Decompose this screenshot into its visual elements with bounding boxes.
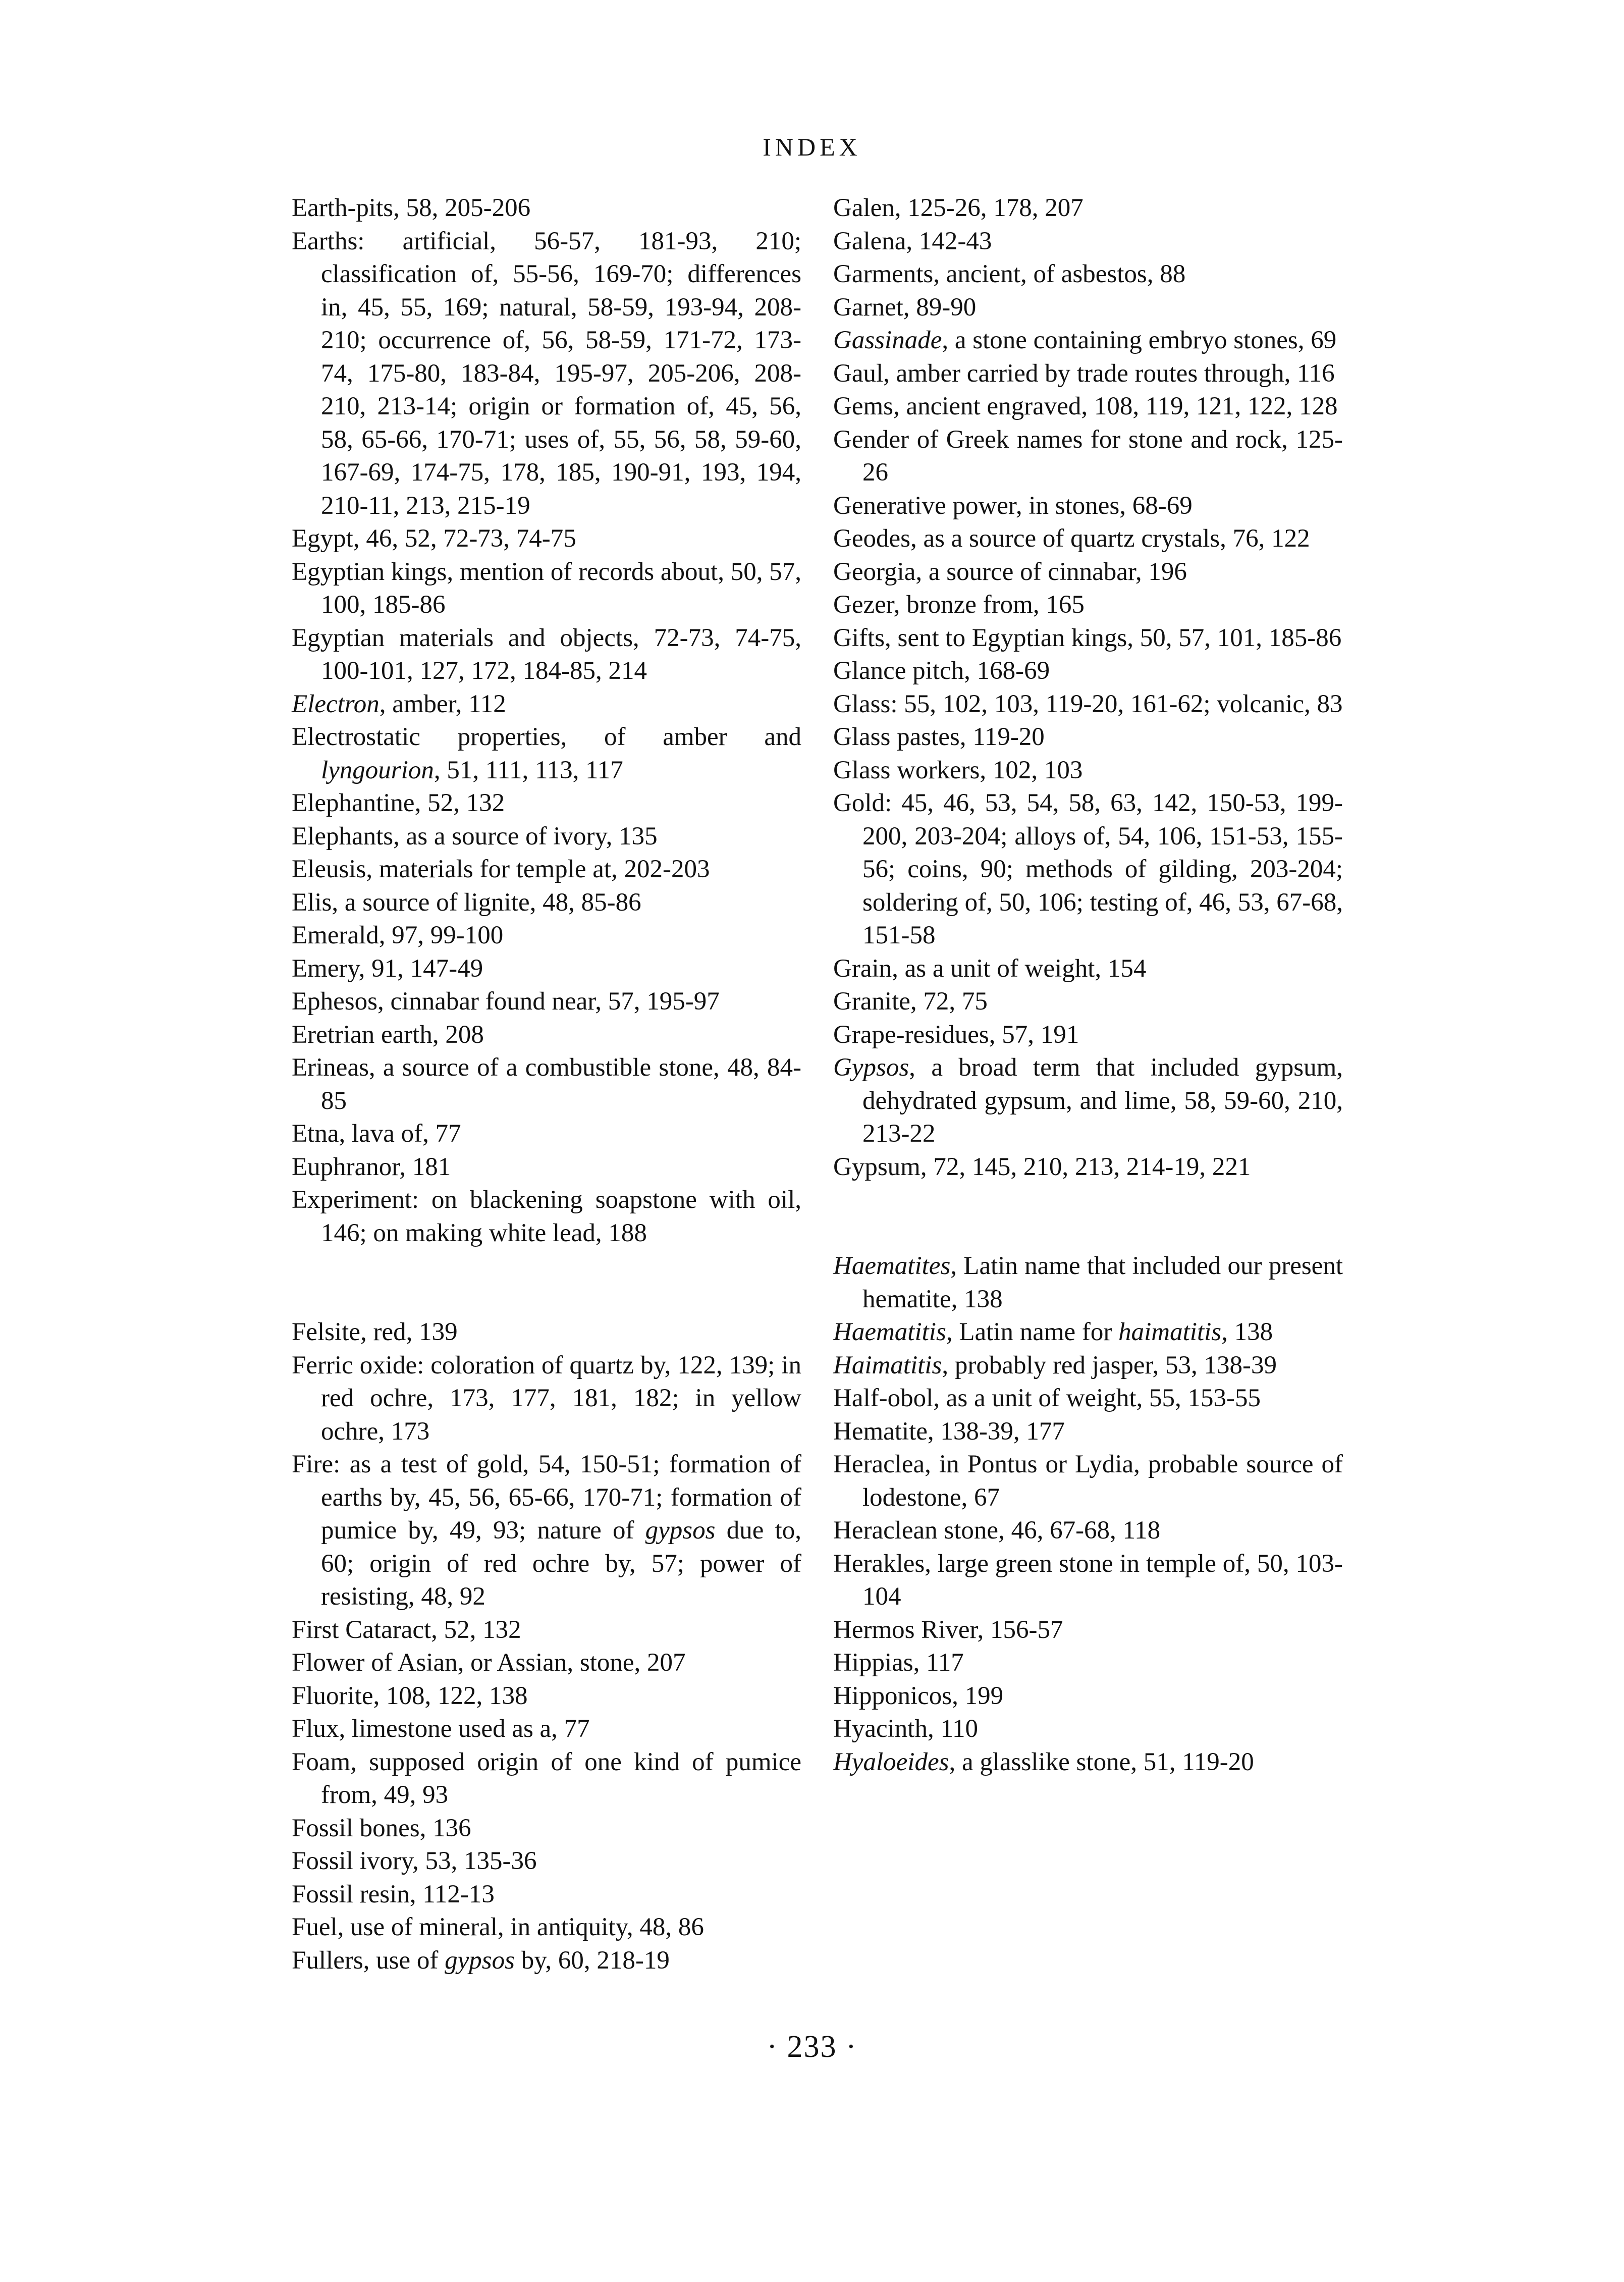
index-entry: Foam, supposed origin of one kind of pumice from, 49, 93 <box>292 1747 801 1809</box>
index-entry: Half-obol, as a unit of weight, 55, 153-55 <box>833 1384 1261 1412</box>
index-entry: Galena, 142-43 <box>833 227 992 255</box>
page-header: INDEX <box>763 133 861 161</box>
index-entry: Hermos River, 156-57 <box>833 1615 1063 1644</box>
index-entry: Erineas, a source of a combustible stone, 48, 84-85 <box>292 1053 801 1115</box>
index-entry: Gezer, bronze from, 165 <box>833 591 1085 619</box>
index-entry: Haematites, Latin name that included our present hematite, 138 <box>833 1252 1343 1313</box>
index-entry: Egyptian kings, mention of records about, 50, 57, 100, 185-86 <box>292 557 801 619</box>
section-gap <box>833 1184 1343 1250</box>
index-entry: Egypt, 46, 52, 72-73, 74-75 <box>292 524 576 553</box>
index-entry: Fluorite, 108, 122, 138 <box>292 1681 528 1710</box>
index-entry: Hyacinth, 110 <box>833 1715 979 1743</box>
index-entry: Granite, 72, 75 <box>833 987 988 1016</box>
index-entry: Eleusis, materials for temple at, 202-203 <box>292 855 710 883</box>
index-entry: Fullers, use of gypsos by, 60, 218-19 <box>292 1946 670 1975</box>
index-entry: Elephantine, 52, 132 <box>292 789 505 817</box>
index-entry: Glance pitch, 168-69 <box>833 657 1050 685</box>
index-entry: Electron, amber, 112 <box>292 689 506 718</box>
index-entry: Grain, as a unit of weight, 154 <box>833 954 1147 983</box>
index-entry: Galen, 125-26, 178, 207 <box>833 194 1084 222</box>
index-entry: Elis, a source of lignite, 48, 85-86 <box>292 888 641 917</box>
index-column-right <box>833 192 1343 1779</box>
index-entry: Glass: 55, 102, 103, 119-20, 161-62; volcanic, 83 <box>833 689 1343 718</box>
index-entry: Gems, ancient engraved, 108, 119, 121, 122, 128 <box>833 392 1338 420</box>
index-entry: Geodes, as a source of quartz crystals, 76, 122 <box>833 524 1310 553</box>
index-entry: Eretrian earth, 208 <box>292 1020 484 1049</box>
index-entry: Earths: artificial, 56-57, 181-93, 210; classification of, 55-56, 169-70; differences in, 45, 55, 169; natural, 58-59, 193-94, 208-210; occurrence of, 56, 58-59, 171-72, 173-74, 175-80, 183-84, 195-97, 205-206, 208-210, 213-14; origin or formation of, 45, 56, 58, 65-66, 170-71; uses of, 55, 56, 58, 59-60, 167-69, 174-75, 178, 185, 190-91, 193, 194, 210-11, 213, 215-19 <box>292 227 801 520</box>
index-entry: Fossil ivory, 53, 135-36 <box>292 1847 537 1875</box>
index-entry: Elephants, as a source of ivory, 135 <box>292 822 658 851</box>
index-entry: Grape-residues, 57, 191 <box>833 1020 1079 1049</box>
index-entry: Hyaloeides, a glasslike stone, 51, 119-20 <box>833 1747 1254 1776</box>
index-entry: Flower of Asian, or Assian, stone, 207 <box>292 1649 686 1677</box>
index-entry: Gaul, amber carried by trade routes through, 116 <box>833 359 1335 388</box>
index-entry: Experiment: on blackening soapstone with oil, 146; on making white lead, 188 <box>292 1186 801 1247</box>
index-entry: Flux, limestone used as a, 77 <box>292 1715 590 1743</box>
index-entry: Gold: 45, 46, 53, 54, 58, 63, 142, 150-53, 199-200, 203-204; alloys of, 54, 106, 151-53, 155-56; coins, 90; methods of gilding, 203-204; soldering of, 50, 106; testing of, 46, 53, 67-68, 151-58 <box>833 789 1343 949</box>
index-entry: Glass pastes, 119-20 <box>833 723 1045 751</box>
index-entry: Emery, 91, 147-49 <box>292 954 483 983</box>
index-entry: Hippias, 117 <box>833 1649 964 1677</box>
index-entry: Fossil resin, 112-13 <box>292 1880 495 1908</box>
index-entry: Herakles, large green stone in temple of, 50, 103-104 <box>833 1549 1343 1611</box>
index-entry: Haimatitis, probably red jasper, 53, 138-39 <box>833 1351 1277 1379</box>
index-entry: Fossil bones, 136 <box>292 1814 471 1842</box>
index-entry: Fire: as a test of gold, 54, 150-51; formation of earths by, 45, 56, 65-66, 170-71; formation of pumice by, 49, 93; nature of gypsos due to, 60; origin of red ochre by, 57; power of resisting, 48, 92 <box>292 1450 801 1611</box>
index-entry: Hipponicos, 199 <box>833 1681 1004 1710</box>
index-entry: Glass workers, 102, 103 <box>833 756 1083 784</box>
index-entry: Heraclean stone, 46, 67-68, 118 <box>833 1516 1161 1545</box>
page-number: · 233 · <box>767 2030 857 2064</box>
index-entry: Generative power, in stones, 68-69 <box>833 491 1193 520</box>
index-entry: Electrostatic properties, of amber and lyngourion, 51, 111, 113, 117 <box>292 723 801 784</box>
index-entry: Etna, lava of, 77 <box>292 1120 461 1148</box>
index-entry: Felsite, red, 139 <box>292 1318 458 1346</box>
index-entry: Haematitis, Latin name for haimatitis, 138 <box>833 1318 1273 1346</box>
index-entry: Earth-pits, 58, 205-206 <box>292 194 531 222</box>
index-entry: Gassinade, a stone containing embryo stones, 69 <box>833 326 1337 354</box>
index-entry: Egyptian materials and objects, 72-73, 74-75, 100-101, 127, 172, 184-85, 214 <box>292 623 801 685</box>
index-entry: Gypsum, 72, 145, 210, 213, 214-19, 221 <box>833 1152 1251 1181</box>
index-entry: Emerald, 97, 99-100 <box>292 921 504 949</box>
index-entry: Ferric oxide: coloration of quartz by, 122, 139; in red ochre, 173, 177, 181, 182; in yellow ochre, 173 <box>292 1351 801 1446</box>
section-gap <box>292 1250 801 1316</box>
index-entry: Fuel, use of mineral, in antiquity, 48, 86 <box>292 1913 704 1941</box>
index-column-left <box>292 192 801 1977</box>
index-entry: First Cataract, 52, 132 <box>292 1615 521 1644</box>
index-entry: Garnet, 89-90 <box>833 293 977 322</box>
index-entry: Gender of Greek names for stone and rock, 125-26 <box>833 425 1343 487</box>
index-entry: Georgia, a source of cinnabar, 196 <box>833 557 1187 586</box>
index-entry: Gifts, sent to Egyptian kings, 50, 57, 101, 185-86 <box>833 623 1342 652</box>
index-entry: Hematite, 138-39, 177 <box>833 1417 1065 1446</box>
index-entry: Ephesos, cinnabar found near, 57, 195-97 <box>292 987 720 1016</box>
index-entry: Heraclea, in Pontus or Lydia, probable source of lodestone, 67 <box>833 1450 1343 1512</box>
index-entry: Gypsos, a broad term that included gypsum, dehydrated gypsum, and lime, 58, 59-60, 210, 213-22 <box>833 1053 1343 1148</box>
index-entry: Garments, ancient, of asbestos, 88 <box>833 260 1186 288</box>
index-entry: Euphranor, 181 <box>292 1152 451 1181</box>
